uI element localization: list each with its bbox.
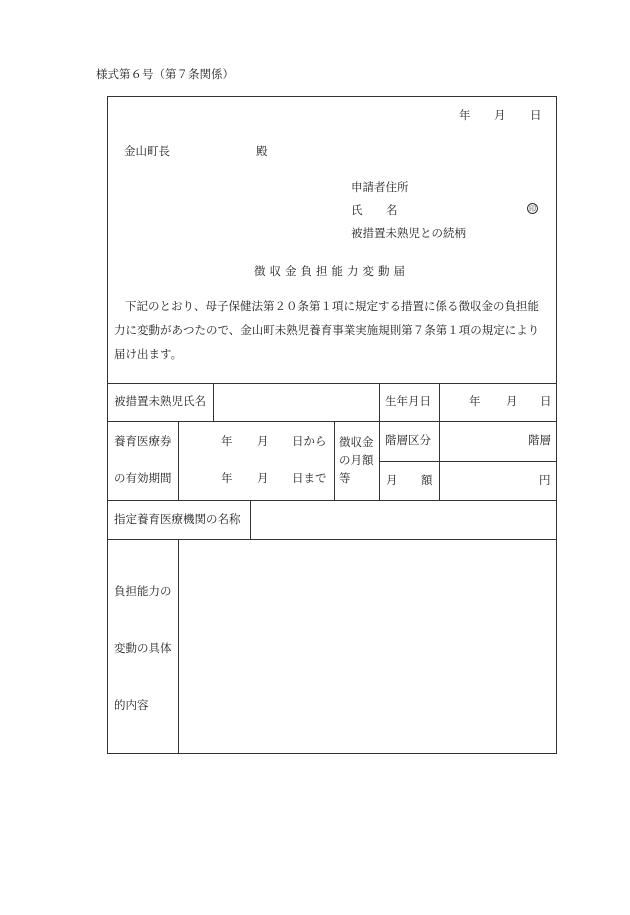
monthly-label-1: 月 <box>386 473 398 487</box>
col-rule-mid <box>379 383 380 500</box>
row-rule-3 <box>107 539 557 540</box>
institution-label: 指定養育医療機関の名称 <box>114 512 241 526</box>
monthly-label-2: 額 <box>421 473 433 487</box>
tier-label: 階層区分 <box>385 433 431 447</box>
form-frame <box>107 96 557 754</box>
from-year-label: 年 <box>221 434 233 448</box>
change-label-line-2: 変動の具体 <box>114 641 172 655</box>
col-rule-institution <box>250 500 251 539</box>
col-rule-change <box>178 539 179 754</box>
applicant-name-label-1: 氏 <box>351 203 363 217</box>
to-month-label: 月 <box>257 471 269 485</box>
col-rule-fee <box>334 421 335 500</box>
applicant-relation-label: 被措置未熟児との続柄 <box>351 226 466 240</box>
birth-year-label: 年 <box>469 394 481 408</box>
to-year-label: 年 <box>221 471 233 485</box>
fee-split-rule <box>379 461 557 462</box>
fee-label-line-2: の月額 <box>339 453 374 467</box>
table-top-rule <box>107 383 557 384</box>
col-rule-birth <box>439 383 440 421</box>
date-day-label: 日 <box>530 108 542 122</box>
birth-day-label: 日 <box>540 394 552 408</box>
birth-month-label: 月 <box>506 394 518 408</box>
ticket-label-line-2: の有効期間 <box>114 471 172 485</box>
col-rule-tier <box>439 421 440 500</box>
date-month-label: 月 <box>494 108 506 122</box>
applicant-address-label: 申請者住所 <box>351 180 409 194</box>
body-line-3: 届け出ます。 <box>114 347 183 361</box>
body-line-1: 下記のとおり、母子保健法第２０条第１項に規定する措置に係る徴収金の負担能 <box>125 299 539 313</box>
addressee-name: 金山町長 <box>124 144 170 158</box>
to-day-label: 日まで <box>292 471 327 485</box>
tier-unit: 階層 <box>528 433 551 447</box>
change-label-line-3: 的内容 <box>114 698 149 712</box>
col-rule-name <box>213 383 214 421</box>
row-rule-2 <box>107 500 557 501</box>
child-name-label: 被措置未熟児氏名 <box>114 394 206 408</box>
body-line-2: 力に変動があつたので、金山町未熟児養育事業実施規則第７条第１項の規定により <box>114 323 540 337</box>
form-number: 様式第６号（第７条関係） <box>96 67 234 81</box>
seal-mark: 印 <box>529 205 536 213</box>
col-rule-ticket <box>178 421 179 500</box>
ticket-label-line-1: 養育医療券 <box>114 434 172 448</box>
monthly-unit: 円 <box>539 473 551 487</box>
row-rule-1 <box>107 421 557 422</box>
date-year-label: 年 <box>459 108 471 122</box>
change-label-line-1: 負担能力の <box>114 584 172 598</box>
addressee-honorific: 殿 <box>256 144 268 158</box>
fee-label-line-1: 徴収金 <box>339 435 374 449</box>
birth-date-label: 生年月日 <box>385 394 431 408</box>
fee-label-line-3: 等 <box>339 471 351 485</box>
form-title: 徴収金負担能力変動届 <box>254 264 409 278</box>
body-paragraph <box>114 294 550 366</box>
applicant-name-label-2: 名 <box>386 203 398 217</box>
from-month-label: 月 <box>257 434 269 448</box>
from-day-label: 日から <box>292 434 327 448</box>
